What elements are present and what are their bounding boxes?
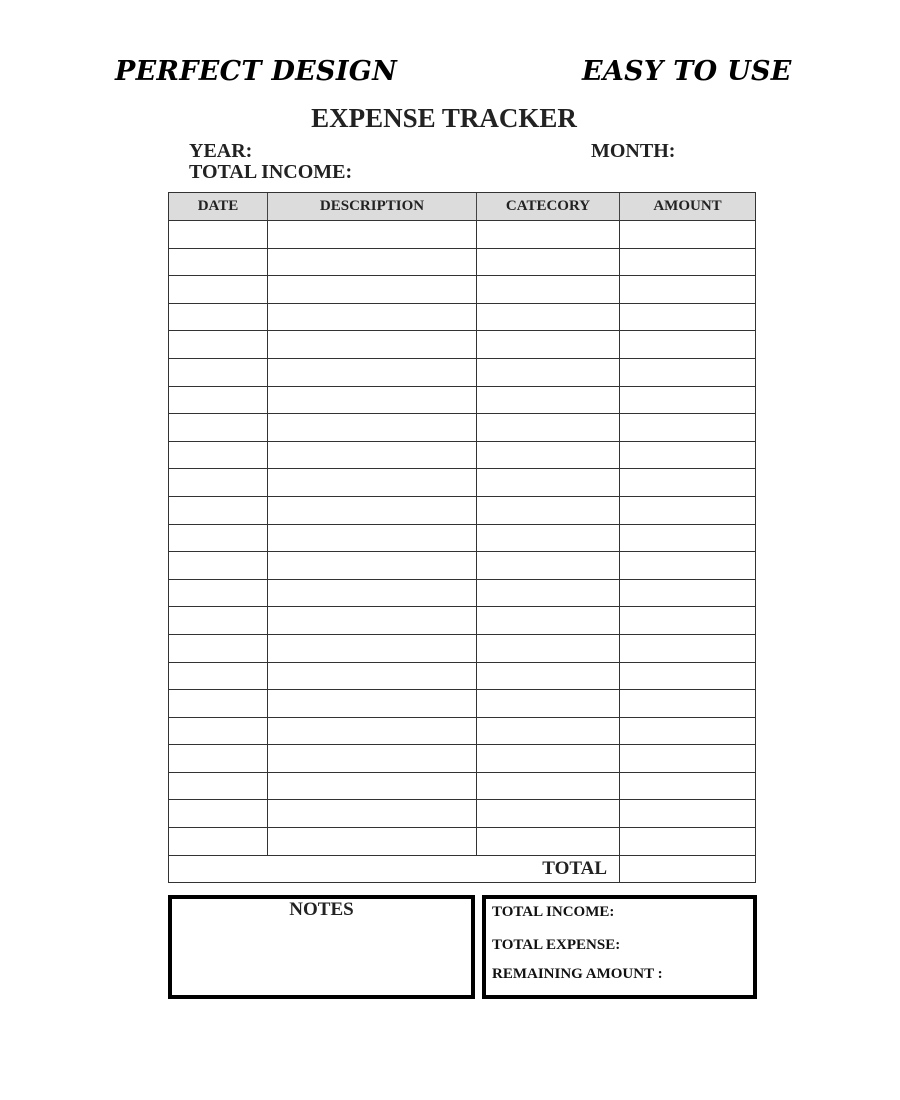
description-cell[interactable] bbox=[268, 800, 477, 827]
amount-cell[interactable] bbox=[620, 331, 755, 358]
description-cell[interactable] bbox=[268, 359, 477, 386]
description-cell[interactable] bbox=[268, 469, 477, 496]
category-cell[interactable] bbox=[477, 663, 620, 690]
date-cell[interactable] bbox=[169, 580, 268, 607]
total-income-label: TOTAL INCOME: bbox=[189, 161, 353, 183]
table-row bbox=[169, 249, 755, 277]
date-cell[interactable] bbox=[169, 800, 268, 827]
summary-box bbox=[482, 895, 757, 999]
amount-cell[interactable] bbox=[620, 359, 755, 386]
description-cell[interactable] bbox=[268, 221, 477, 248]
category-cell[interactable] bbox=[477, 552, 620, 579]
description-cell[interactable] bbox=[268, 525, 477, 552]
description-cell[interactable] bbox=[268, 580, 477, 607]
date-cell[interactable] bbox=[169, 525, 268, 552]
amount-cell[interactable] bbox=[620, 635, 755, 662]
description-cell[interactable] bbox=[268, 718, 477, 745]
date-cell[interactable] bbox=[169, 304, 268, 331]
promo-left-text: PERFECT DESIGN bbox=[115, 56, 398, 87]
date-cell[interactable] bbox=[169, 359, 268, 386]
category-cell[interactable] bbox=[477, 635, 620, 662]
description-cell[interactable] bbox=[268, 773, 477, 800]
date-cell[interactable] bbox=[169, 331, 268, 358]
table-row bbox=[169, 580, 755, 608]
description-cell[interactable] bbox=[268, 745, 477, 772]
date-cell[interactable] bbox=[169, 718, 268, 745]
table-row bbox=[169, 221, 755, 249]
expense-table bbox=[168, 192, 756, 883]
table-row bbox=[169, 414, 755, 442]
category-cell[interactable] bbox=[477, 359, 620, 386]
amount-cell[interactable] bbox=[620, 690, 755, 717]
description-cell[interactable] bbox=[268, 304, 477, 331]
table-row bbox=[169, 331, 755, 359]
category-cell[interactable] bbox=[477, 580, 620, 607]
notes-title: NOTES bbox=[289, 899, 354, 920]
category-cell[interactable] bbox=[477, 525, 620, 552]
description-cell[interactable] bbox=[268, 690, 477, 717]
total-row bbox=[169, 856, 755, 882]
category-cell[interactable] bbox=[477, 745, 620, 772]
column-header-date: DATE bbox=[169, 193, 268, 220]
table-header bbox=[169, 193, 755, 221]
table-row bbox=[169, 552, 755, 580]
table-row bbox=[169, 690, 755, 718]
amount-cell[interactable] bbox=[620, 221, 755, 248]
amount-cell[interactable] bbox=[620, 745, 755, 772]
date-cell[interactable] bbox=[169, 828, 268, 855]
amount-cell[interactable] bbox=[620, 497, 755, 524]
date-cell[interactable] bbox=[169, 773, 268, 800]
category-cell[interactable] bbox=[477, 718, 620, 745]
category-cell[interactable] bbox=[477, 690, 620, 717]
description-cell[interactable] bbox=[268, 249, 477, 276]
description-cell[interactable] bbox=[268, 442, 477, 469]
category-cell[interactable] bbox=[477, 276, 620, 303]
description-cell[interactable] bbox=[268, 552, 477, 579]
date-cell[interactable] bbox=[169, 469, 268, 496]
date-cell[interactable] bbox=[169, 745, 268, 772]
date-cell[interactable] bbox=[169, 276, 268, 303]
category-cell[interactable] bbox=[477, 249, 620, 276]
amount-cell[interactable] bbox=[620, 773, 755, 800]
table-row bbox=[169, 773, 755, 801]
date-cell[interactable] bbox=[169, 249, 268, 276]
category-cell[interactable] bbox=[477, 221, 620, 248]
description-cell[interactable] bbox=[268, 635, 477, 662]
column-header-description: DESCRIPTION bbox=[268, 193, 477, 220]
category-cell[interactable] bbox=[477, 607, 620, 634]
table-row bbox=[169, 663, 755, 691]
category-cell[interactable] bbox=[477, 442, 620, 469]
category-cell[interactable] bbox=[477, 828, 620, 855]
table-row bbox=[169, 497, 755, 525]
amount-cell[interactable] bbox=[620, 525, 755, 552]
amount-cell[interactable] bbox=[620, 580, 755, 607]
notes-box[interactable] bbox=[168, 895, 475, 999]
amount-cell[interactable] bbox=[620, 828, 755, 855]
date-cell[interactable] bbox=[169, 387, 268, 414]
amount-cell[interactable] bbox=[620, 442, 755, 469]
table-row bbox=[169, 469, 755, 497]
category-cell[interactable] bbox=[477, 800, 620, 827]
total-label: TOTAL bbox=[169, 856, 620, 882]
date-cell[interactable] bbox=[169, 635, 268, 662]
category-cell[interactable] bbox=[477, 497, 620, 524]
amount-cell[interactable] bbox=[620, 469, 755, 496]
description-cell[interactable] bbox=[268, 387, 477, 414]
table-row bbox=[169, 607, 755, 635]
amount-cell[interactable] bbox=[620, 800, 755, 827]
description-cell[interactable] bbox=[268, 276, 477, 303]
amount-cell[interactable] bbox=[620, 276, 755, 303]
category-cell[interactable] bbox=[477, 773, 620, 800]
description-cell[interactable] bbox=[268, 497, 477, 524]
amount-cell[interactable] bbox=[620, 414, 755, 441]
column-header-category: CATECORY bbox=[477, 193, 620, 220]
date-cell[interactable] bbox=[169, 663, 268, 690]
total-value-cell[interactable] bbox=[620, 856, 755, 882]
summary-total-expense: TOTAL EXPENSE: bbox=[492, 937, 621, 953]
date-cell[interactable] bbox=[169, 497, 268, 524]
amount-cell[interactable] bbox=[620, 387, 755, 414]
amount-cell[interactable] bbox=[620, 304, 755, 331]
table-row bbox=[169, 718, 755, 746]
date-cell[interactable] bbox=[169, 221, 268, 248]
column-header-amount: AMOUNT bbox=[653, 198, 722, 214]
date-cell[interactable] bbox=[169, 414, 268, 441]
promo-right-text: EASY TO USE bbox=[582, 56, 792, 87]
table-row bbox=[169, 359, 755, 387]
date-cell[interactable] bbox=[169, 442, 268, 469]
amount-cell[interactable] bbox=[620, 249, 755, 276]
category-cell[interactable] bbox=[477, 331, 620, 358]
table-row bbox=[169, 304, 755, 332]
table-row bbox=[169, 635, 755, 663]
page-title: EXPENSE TRACKER bbox=[311, 103, 577, 133]
table-row bbox=[169, 800, 755, 828]
date-cell[interactable] bbox=[169, 607, 268, 634]
table-row bbox=[169, 745, 755, 773]
year-label: YEAR: bbox=[189, 140, 253, 162]
amount-cell[interactable] bbox=[620, 718, 755, 745]
amount-cell[interactable] bbox=[620, 607, 755, 634]
table-row bbox=[169, 276, 755, 304]
category-cell[interactable] bbox=[477, 414, 620, 441]
table-body bbox=[169, 221, 755, 856]
description-cell[interactable] bbox=[268, 331, 477, 358]
summary-remaining-amount: REMAINING AMOUNT : bbox=[492, 966, 663, 982]
table-row bbox=[169, 828, 755, 856]
month-label: MONTH: bbox=[591, 140, 676, 162]
category-cell[interactable] bbox=[477, 304, 620, 331]
summary-total-income: TOTAL INCOME: bbox=[492, 904, 615, 920]
category-cell[interactable] bbox=[477, 469, 620, 496]
date-cell[interactable] bbox=[169, 690, 268, 717]
description-cell[interactable] bbox=[268, 663, 477, 690]
description-cell[interactable] bbox=[268, 607, 477, 634]
amount-cell[interactable] bbox=[620, 663, 755, 690]
table-row bbox=[169, 442, 755, 470]
description-cell[interactable] bbox=[268, 414, 477, 441]
date-cell[interactable] bbox=[169, 552, 268, 579]
table-row bbox=[169, 387, 755, 415]
amount-cell[interactable] bbox=[620, 552, 755, 579]
description-cell[interactable] bbox=[268, 828, 477, 855]
table-row bbox=[169, 525, 755, 553]
category-cell[interactable] bbox=[477, 387, 620, 414]
